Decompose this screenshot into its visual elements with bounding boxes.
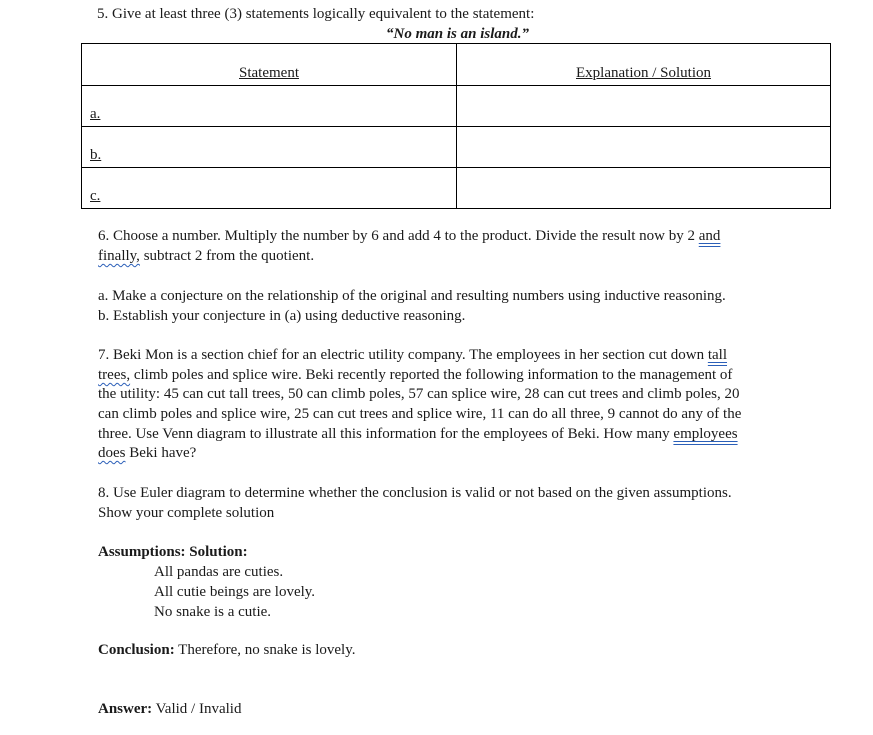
grammar-mark: trees,	[98, 367, 131, 383]
q6-part-a: a. Make a conjecture on the relationship of the original and resulting numbers using inductive reasoning.	[98, 288, 726, 304]
header-explanation: Explanation / Solution	[457, 44, 831, 86]
q5-title: 5. Give at least three (3) statements logically equivalent to the statement:	[97, 6, 535, 22]
table-header-row	[82, 44, 831, 86]
grammar-mark: and	[698, 228, 721, 244]
q8-line1: 8. Use Euler diagram to determine whether the conclusion is valid or not based on the given assumptions.	[98, 485, 732, 501]
answer-label: Answer:	[98, 701, 153, 717]
q7-line2: trees, climb poles and splice wire. Beki recently reported the following information to the management of	[98, 367, 733, 383]
conclusion	[98, 641, 833, 661]
q5-quote-text: “No man is an island.”	[386, 26, 529, 42]
answer-options: Valid / Invalid	[152, 701, 242, 717]
statement-cell-b[interactable]	[82, 127, 457, 168]
q7-line6: does Beki have?	[98, 445, 197, 461]
table-row	[82, 86, 831, 127]
statements-table	[81, 43, 831, 209]
q5-quote	[0, 25, 873, 45]
grammar-mark: employees	[673, 426, 738, 442]
assumption-1: All pandas are cuties.	[154, 564, 284, 580]
q7-line3: the utility: 45 can cut tall trees, 50 can climb poles, 57 can splice wire, 28 can cut trees and climb poles, 20	[98, 386, 740, 402]
statement-cell-c[interactable]	[82, 168, 457, 209]
grammar-mark: tall	[707, 347, 728, 363]
explanation-cell-b[interactable]	[457, 127, 831, 168]
q7-line4: can climb poles and splice wire, 25 can cut trees and splice wire, 11 can do all three, 9 cannot do any of the	[98, 406, 742, 422]
grammar-mark: finally,	[98, 248, 140, 264]
explanation-cell-a[interactable]	[457, 86, 831, 127]
assumptions-heading: Assumptions: Solution:	[98, 544, 248, 560]
q6-part-b: b. Establish your conjecture in (a) using deductive reasoning.	[98, 308, 466, 324]
conclusion-label: Conclusion:	[98, 642, 175, 658]
row-label: a.	[90, 106, 101, 123]
q6-line2: finally, subtract 2 from the quotient.	[98, 248, 315, 264]
q6-line1: 6. Choose a number. Multiply the number by 6 and add 4 to the product. Divide the result now by 2 and	[98, 228, 721, 244]
explanation-cell-c[interactable]	[457, 168, 831, 209]
q7-line5: three. Use Venn diagram to illustrate all this information for the employees of Beki. How many employees	[98, 426, 738, 442]
assumption-3: No snake is a cutie.	[154, 604, 272, 620]
row-label: c.	[90, 188, 101, 205]
q8-line2: Show your complete solution	[98, 505, 275, 521]
table-row	[82, 127, 831, 168]
table-row	[82, 168, 831, 209]
statement-cell-a[interactable]	[82, 86, 457, 127]
answer	[98, 700, 833, 720]
row-label: b.	[90, 147, 102, 164]
q7-line1: 7. Beki Mon is a section chief for an electric utility company. The employees in her section cut down tall	[98, 347, 728, 363]
header-statement: Statement	[82, 44, 457, 86]
grammar-mark: does	[98, 445, 126, 461]
assumption-2: All cutie beings are lovely.	[154, 584, 316, 600]
conclusion-text: Therefore, no snake is lovely.	[174, 642, 356, 658]
